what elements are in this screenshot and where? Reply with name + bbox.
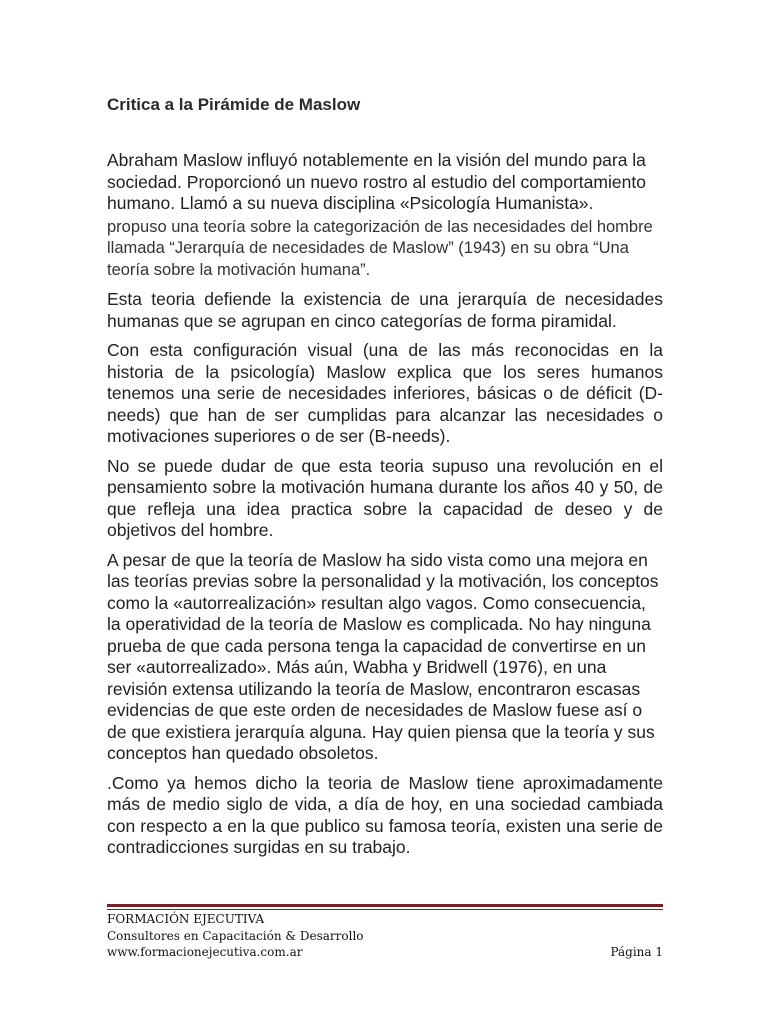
footer-org-name: FORMACIÓN EJECUTIVA bbox=[107, 912, 265, 926]
page-footer bbox=[107, 911, 663, 961]
intro-paragraph: Abraham Maslow influyó notablemente en la visión del mundo para la sociedad. Proporcionó un nuevo rostro al estudio del comportamiento humano. Llamó a su nueva disciplina «Psicología Humanista». bbox=[107, 150, 646, 213]
document-body bbox=[107, 150, 663, 867]
footer-subtitle: Consultores en Capacitación & Desarrollo bbox=[107, 928, 364, 943]
intro-continuation: propuso una teoría sobre la categorización de las necesidades del hombre llamada “Jerarquía de necesidades de Maslow” (1943) en su obra “Una teoría sobre la motivación humana”. bbox=[107, 217, 653, 279]
paragraph-5: .Como ya hemos dicho la teoria de Maslow tiene aproximadamente más de medio siglo de vida, a día de hoy, en una sociedad cambiada con respecto a en la que publico su famosa teoría, existen una serie de contradicciones surgidas en su trabajo. bbox=[107, 772, 663, 857]
footer-divider-thick bbox=[107, 904, 663, 907]
document-title: Critica a la Pirámide de Maslow bbox=[107, 95, 361, 114]
paragraph-3: No se puede dudar de que esta teoria supuso una revolución en el pensamiento sobre la motivación humana durante los años 40 y 50, de que refleja una idea practica sobre la capacidad de deseo y de objetivos del hombre. bbox=[107, 455, 663, 540]
paragraph-2: Con esta configuración visual (una de las más reconocidas en la historia de la psicología) Maslow explica que los seres humanos tenemos una serie de necesidades inferiores, básicas o de déficit (D-needs) que han de ser cumplidas para alcanzar las necesidades o motivaciones superiores o de ser (B-needs). bbox=[107, 340, 663, 446]
paragraph-1: Esta teoria defiende la existencia de una jerarquía de necesidades humanas que se agrupan en cinco categorías de forma piramidal. bbox=[107, 289, 663, 331]
paragraph-4: A pesar de que la teoría de Maslow ha sido vista como una mejora en las teorías previas sobre la personalidad y la motivación, los conceptos como la «autorrealización» resultan algo vagos. Como consecuencia, la operatividad de la teoría de Maslow es complicada. No hay ninguna prueba de que cada persona tenga la capacidad de convertirse en un ser «autorrealizado». Más aún, Wabha y Bridwell (1976), en una revisión extensa utilizando la teoría de Maslow, encontraron escasas evidencias de que este orden de necesidades de Maslow fuese así o de que existiera jerarquía alguna. Hay quien piensa que la teoría y sus conceptos han quedado obsoletos. bbox=[107, 549, 659, 763]
page-number: Página 1 bbox=[610, 945, 663, 959]
footer-divider-thin bbox=[107, 909, 663, 910]
footer-bottom-row bbox=[107, 944, 663, 961]
footer-website: www.formacionejecutiva.com.ar bbox=[107, 945, 303, 959]
